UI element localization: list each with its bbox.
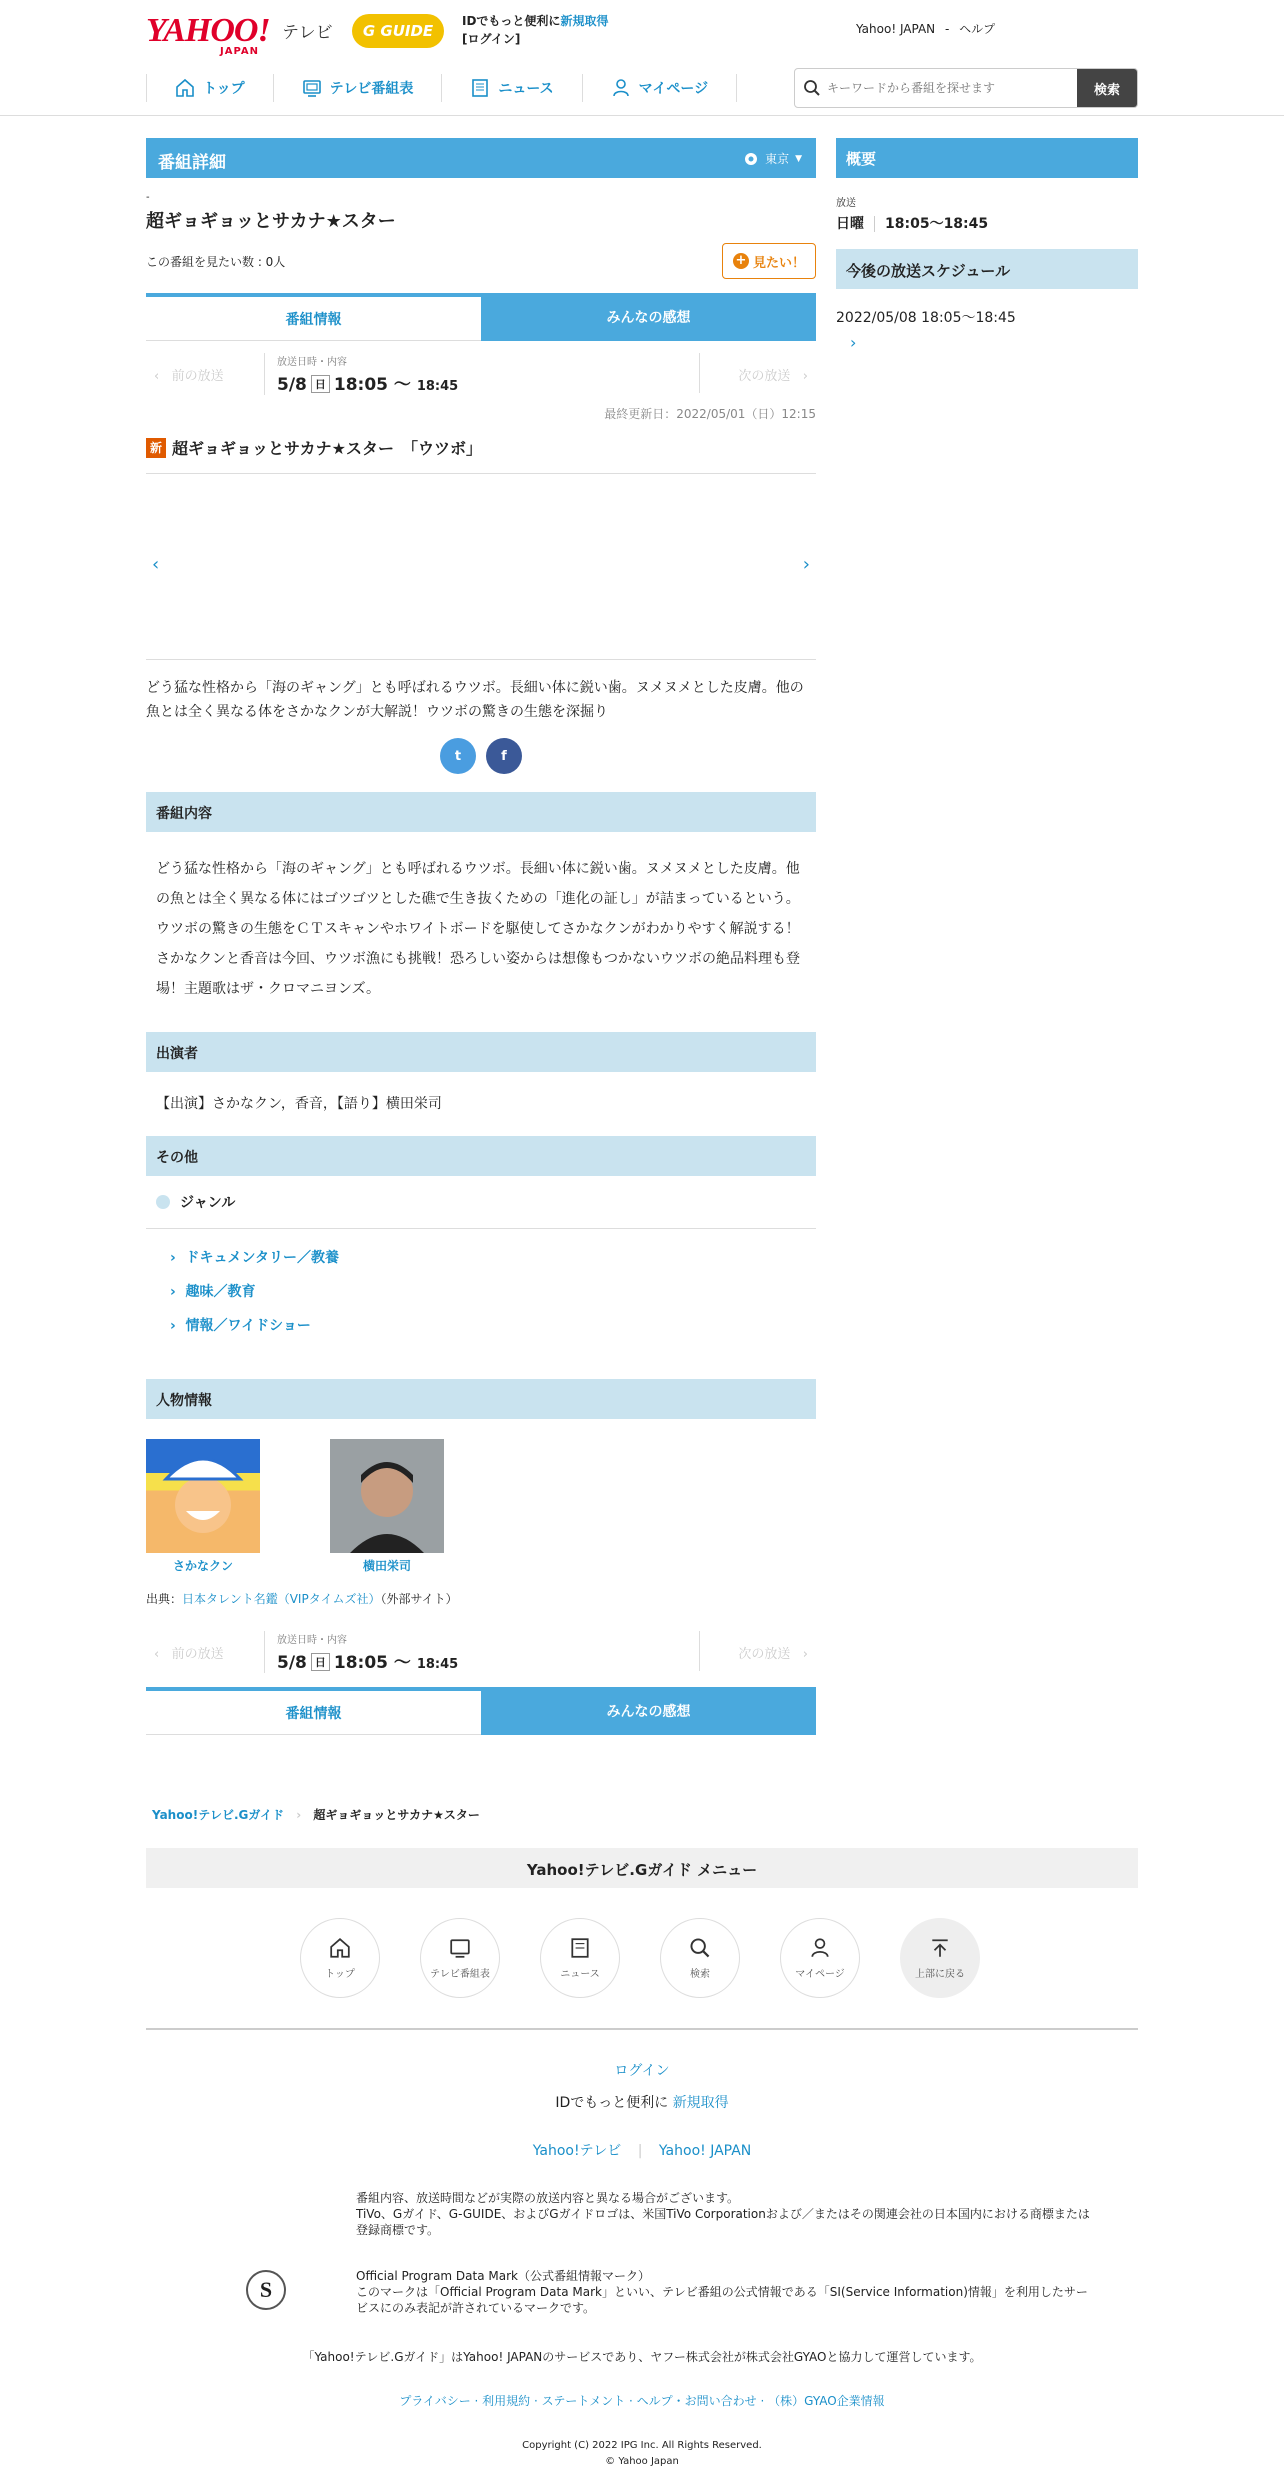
genre-list [146, 1229, 816, 1379]
episode-title: 新 超ギョギョッとサカナ★スター 「ウツボ」 [146, 436, 816, 474]
bottom-links[interactable]: プライバシー · 利用規約 · ステートメント · ヘルプ・お問い合わせ · （株）GYAO企業情報 [399, 2394, 885, 2408]
air-navigation [146, 347, 816, 403]
copyright-yahoo: © Yahoo Japan [605, 2456, 679, 2467]
section-titlebar [146, 138, 816, 178]
home-icon [175, 78, 195, 98]
id-promo: IDでもっと便利に新規取得 [ログイン] [462, 14, 609, 46]
footer-menu-title: Yahoo!テレビ.Gガイド メニュー [146, 1848, 1138, 1888]
footer-nav [300, 1918, 980, 1998]
help-link[interactable]: ヘルプ [959, 22, 996, 36]
overview-header: 概要 [836, 138, 1138, 178]
schedule-header: 今後の放送スケジュール [836, 249, 1138, 289]
breadcrumb-home[interactable]: Yahoo!テレビ.Gガイド [152, 1808, 284, 1822]
other-header: その他 [146, 1136, 816, 1176]
chevron-down-icon: ▼ [795, 153, 802, 164]
chevron-right-icon[interactable]: › [850, 333, 857, 352]
official-program-data-mark-icon: S [246, 2270, 286, 2310]
program-title: 超ギョギョッとサカナ★スター [146, 211, 396, 232]
gear-icon [743, 151, 759, 167]
news-icon [569, 1937, 591, 1959]
schedule-item: 2022/05/08 18:05～18:45 [836, 310, 1016, 326]
genre-link[interactable]: › 趣味／教育 [170, 1284, 256, 1300]
content-text: どう猛な性格から「海のギャング」とも呼ばれるウツボ。長細い体に鋭い歯。ヌメヌメとした皮膚。他の魚とは全く異なる体にはゴツゴツとした礁で生き抜くための「進化の証し」が詰まっているという。ウツボの驚きの生態をＣＴスキャンやホワイトボードを駆使してさかなクンがわかりやすく解説する！さかなクンと香音は今回、ウツボ漁にも挑戦！恐ろしい姿からは想像もつかないウツボの絶品料理も登場！主題歌はザ・クロマニヨンズ。 [156, 861, 800, 997]
footer-news[interactable]: ニュース [540, 1918, 620, 1998]
copyright-ipg: Copyright (C) 2022 IPG Inc. All Rights Reserved. [522, 2440, 762, 2451]
global-nav [146, 64, 806, 112]
link-yahoo-tv[interactable]: Yahoo!テレビ [532, 2143, 622, 2159]
signup-link[interactable]: 新規取得 [560, 14, 609, 28]
footer-tv-schedule[interactable]: テレビ番組表 [420, 1918, 500, 1998]
arrow-up-icon [929, 1937, 951, 1959]
yahoo-logo[interactable]: YAHOO! JAPAN テレビ [146, 12, 333, 57]
prev-broadcast[interactable]: ‹ 前の放送 [154, 369, 224, 384]
want-button[interactable]: + 見たい！ [722, 243, 816, 279]
search-icon [803, 79, 821, 97]
footer-top[interactable]: トップ [300, 1918, 380, 1998]
facebook-icon[interactable]: f [486, 738, 522, 774]
plus-icon: + [733, 253, 749, 269]
legal-notice: 番組内容、放送時間などが実際の放送内容と異なる場合がございます。 TiVo、Gガイド、G-GUIDE、およびGガイドロゴは、米国TiVo Corporationおよび／またはその関連会社の日本国内における商標または登録商標です。 [356, 2191, 1090, 2237]
tab-bar-bottom [146, 1687, 816, 1735]
source-credit: 出典：日本タレント名鑑（VIPタイムズ社）（外部サイト） [146, 1592, 458, 1606]
person-card[interactable]: さかなクン [146, 1439, 260, 1574]
gguide-logo[interactable]: G GUIDE [352, 14, 444, 48]
footer-signup[interactable]: 新規取得 [672, 2095, 729, 2111]
search-box [794, 68, 1138, 108]
home-icon [329, 1937, 351, 1959]
genre-link[interactable]: › ドキュメンタリー／教養 [170, 1250, 339, 1266]
image-carousel [146, 474, 816, 660]
genre-heading: ジャンル [146, 1176, 816, 1229]
search-input[interactable] [795, 69, 1077, 107]
chevron-left-icon[interactable]: ‹ [152, 554, 160, 575]
opd-notice: Official Program Data Mark（公式番組情報マーク） このマークは「Official Program Data Mark」といい、テレビ番組の公式情報である「SI(Service Information)情報」を利用したサービスにのみ表記が許されているマークです。 [356, 2269, 1088, 2315]
search-icon [689, 1937, 711, 1959]
main-content: 番組詳細 東京 ▼ - 超ギョギョッとサカナ★スター この番組を見たい数 : 0人 + 見たい！ 番組情報 みんなの感想 ‹ 前の放送 放送日時・内容 5/8 日 18:05 〜 18:45 次の放送 › 最終更新日：2022/05/01（日）12:15 新 超ギョギョッとサカナ★スター 「ウツボ」 ‹ › どう猛な性格から「海のギャング」とも呼ばれるウツボ。長細い体に鋭い歯。ヌメヌメとした皮膚。他の魚とは全く異なる体をさかなクンが大解説！ウツボの驚きの生態を深掘り t f 番組内容 どう猛な性格から「海のギャング」とも呼ばれるウツボ。長細い体に鋭い歯。ヌメヌメとした皮膚。他の魚とは全く異なる体にはゴツゴツとした礁で生き抜くための「進化の証し」が詰まっているという。ウツボの驚きの生態をＣＴスキャンやホワイトボードを駆使してさかなクンがわかりやすく解説する！さかなクンと香音は今回、ウツボ漁にも挑戦！恐ろしい姿からは想像もつかないウツボの絶品料理も登場！主題歌はザ・クロマニヨンズ。 出演者 【出演】さかなクン，香音，【語り】横田栄司 その他 ジャンル › ドキュメンタリー／教養 › 趣味／教育 › 情報／ワイドショー 人物情報 さかなクン 横田栄司 出典：日本タレント名鑑（VIPタイムズ社）（外部サイト） ‹ 前の放送 放送日時・内容 5/8 日 18:05 〜 18:45 次の放送 › 番組情報 みんなの感想 [146, 138, 816, 1735]
search-button[interactable]: 検索 [1077, 69, 1137, 107]
footer-search[interactable]: 検索 [660, 1918, 740, 1998]
nav-news[interactable]: ニュース [441, 74, 581, 102]
sidebar: 概要 放送 日曜 18:05～18:45 今後の放送スケジュール 2022/05/08 18:05～18:45 › [836, 138, 1138, 352]
chevron-right-icon[interactable]: › [802, 554, 810, 575]
yahoo-japan-link[interactable]: Yahoo! JAPAN [856, 22, 936, 36]
tab-bar [146, 293, 816, 341]
new-badge: 新 [146, 438, 166, 458]
twitter-icon[interactable]: t [440, 738, 476, 774]
area-selector[interactable]: 東京 ▼ [743, 150, 802, 167]
nav-mypage[interactable]: マイページ [582, 74, 737, 102]
tv-label: テレビ [282, 23, 333, 43]
breadcrumb: Yahoo!テレビ.Gガイド › 超ギョギョッとサカナ★スター [152, 1808, 480, 1822]
cast-text: 【出演】さかなクン，香音，【語り】横田栄司 [156, 1096, 442, 1112]
nav-tv-schedule[interactable]: テレビ番組表 [273, 74, 442, 102]
site-header [0, 0, 1284, 116]
user-icon [611, 78, 631, 98]
air-info: 放送日時・内容 5/8 日 18:05 〜 18:45 [264, 353, 458, 395]
people-header: 人物情報 [146, 1379, 816, 1419]
footer-id-promo: IDでもっと便利に 新規取得 [555, 2095, 729, 2111]
genre-link[interactable]: › 情報／ワイドショー [170, 1318, 311, 1334]
footer-login[interactable]: ログイン [614, 2063, 670, 2079]
next-broadcast[interactable]: 次の放送 › [738, 1647, 808, 1662]
air-navigation-bottom: ‹ 前の放送 放送日時・内容 5/8 日 18:05 〜 18:45 次の放送 › [146, 1625, 816, 1681]
link-yahoo-japan[interactable]: Yahoo! JAPAN [658, 2143, 752, 2159]
operation-notice: 「Yahoo!テレビ.Gガイド」はYahoo! JAPANのサービスであり、ヤフー株式会社が株式会社GYAOと協力して運営しています。 [302, 2350, 982, 2364]
short-description: どう猛な性格から「海のギャング」とも呼ばれるウツボ。長細い体に鋭い歯。ヌメヌメとした皮膚。他の魚とは全く異なる体をさかなクンが大解説！ウツボの驚きの生態を深掘り [146, 680, 804, 720]
news-icon [470, 78, 490, 98]
tab-program-info[interactable]: 番組情報 [146, 1687, 481, 1735]
footer-back-to-top[interactable]: 上部に戻る [900, 1918, 980, 1998]
tv-icon [449, 1937, 471, 1959]
tab-reviews[interactable]: みんなの感想 [481, 293, 816, 341]
tab-reviews[interactable]: みんなの感想 [481, 1687, 816, 1735]
nav-top[interactable]: トップ [146, 74, 273, 102]
next-broadcast[interactable]: 次の放送 › [738, 369, 808, 384]
user-icon [809, 1937, 831, 1959]
source-link[interactable]: 日本タレント名鑑（VIPタイムズ社） [182, 1592, 381, 1606]
tv-icon [302, 78, 322, 98]
tab-program-info[interactable]: 番組情報 [146, 293, 481, 341]
share-buttons [146, 738, 816, 774]
person-photo [330, 1439, 444, 1553]
prev-broadcast[interactable]: ‹ 前の放送 [154, 1647, 224, 1662]
content-header: 番組内容 [146, 792, 816, 832]
last-updated: 最終更新日：2022/05/01（日）12:15 [604, 407, 816, 421]
header-links: Yahoo! JAPAN - ヘルプ [856, 22, 996, 36]
person-card[interactable]: 横田栄司 [330, 1439, 444, 1574]
section-title: 番組詳細 [158, 153, 226, 173]
cast-header: 出演者 [146, 1032, 816, 1072]
person-photo [146, 1439, 260, 1553]
footer-service-links: Yahoo!テレビ | Yahoo! JAPAN [532, 2143, 752, 2159]
footer-mypage[interactable]: マイページ [780, 1918, 860, 1998]
login-link[interactable]: [ログイン] [462, 32, 521, 46]
people-list [146, 1439, 816, 1574]
want-count: この番組を見たい数 : 0人 [146, 255, 286, 269]
broadcast-time: 日曜 18:05～18:45 [836, 216, 989, 232]
